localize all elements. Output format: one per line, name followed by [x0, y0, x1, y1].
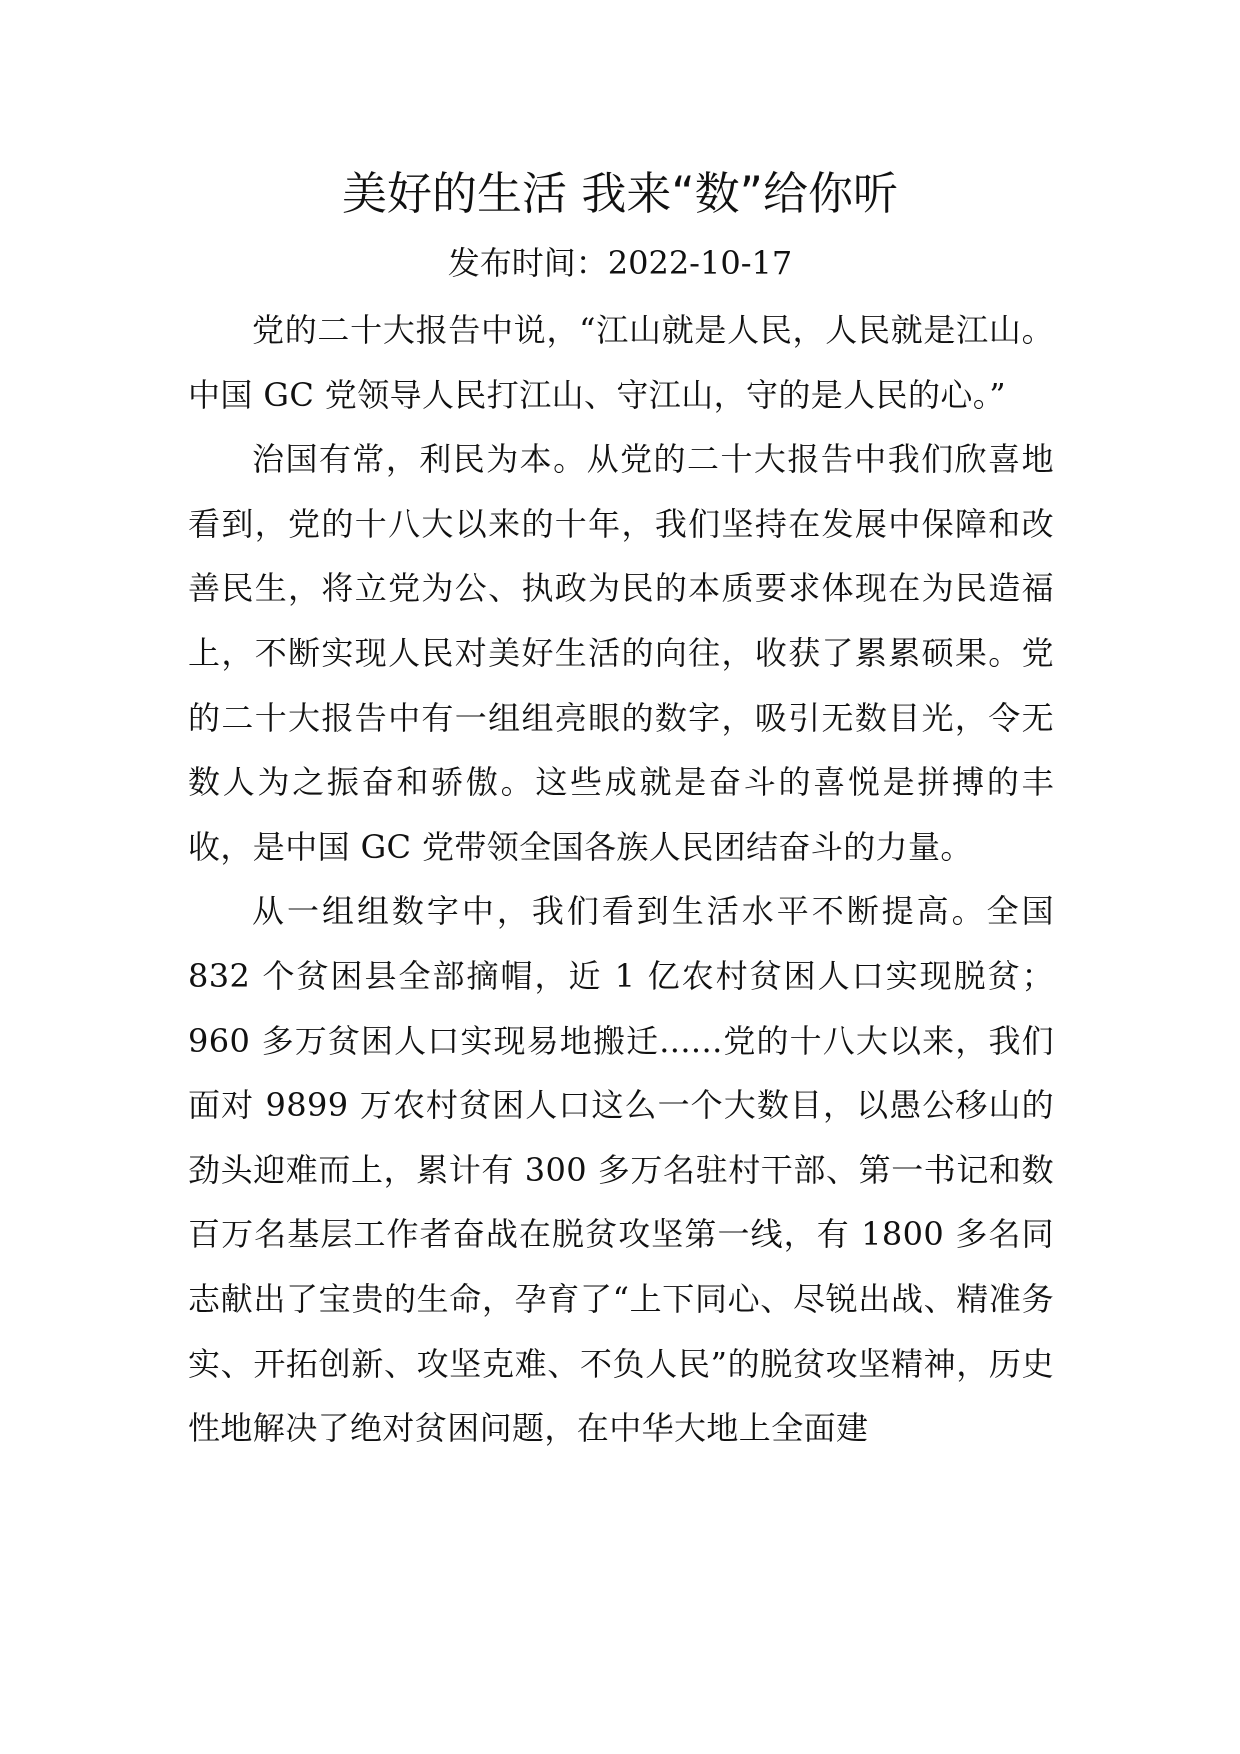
document-body [188, 298, 1054, 1461]
paragraph: 从一组组数字中，我们看到生活水平不断提高。全国 832 个贫困县全部摘帽，近 1 亿农村贫困人口实现脱贫；960 多万贫困人口实现易地搬迁......党的十八大以来，我们面对 9899 万农村贫困人口这么一个大数目，以愚公移山的劲头迎难而上，累计有 300 多万名驻村干部、第一书记和数百万名基层工作者奋战在脱贫攻坚第一线，有 1800 多名同志献出了宝贵的生命，孕育了“上下同心、尽锐出战、精准务实、开拓创新、攻坚克难、不负人民”的脱贫攻坚精神，历史性地解决了绝对贫困问题，在中华大地上全面建 [188, 892, 1054, 1448]
paragraph: 党的二十大报告中说，“江山就是人民，人民就是江山。中国 GC 党领导人民打江山、守江山，守的是人民的心。” [188, 311, 1054, 414]
document-title: 美好的生活 我来“数”给你听 [342, 167, 898, 220]
publish-date: 发布时间：2022-10-17 [447, 244, 793, 282]
paragraph: 治国有常，利民为本。从党的二十大报告中我们欣喜地看到，党的十八大以来的十年，我们坚持在发展中保障和改善民生，将立党为公、执政为民的本质要求体现在为民造福上，不断实现人民对美好生活的向往，收获了累累硕果。党的二十大报告中有一组组亮眼的数字，吸引无数目光，令无数人为之振奋和骄傲。这些成就是奋斗的喜悦是拼搏的丰收，是中国 GC 党带领全国各族人民团结奋斗的力量。 [188, 440, 1054, 866]
